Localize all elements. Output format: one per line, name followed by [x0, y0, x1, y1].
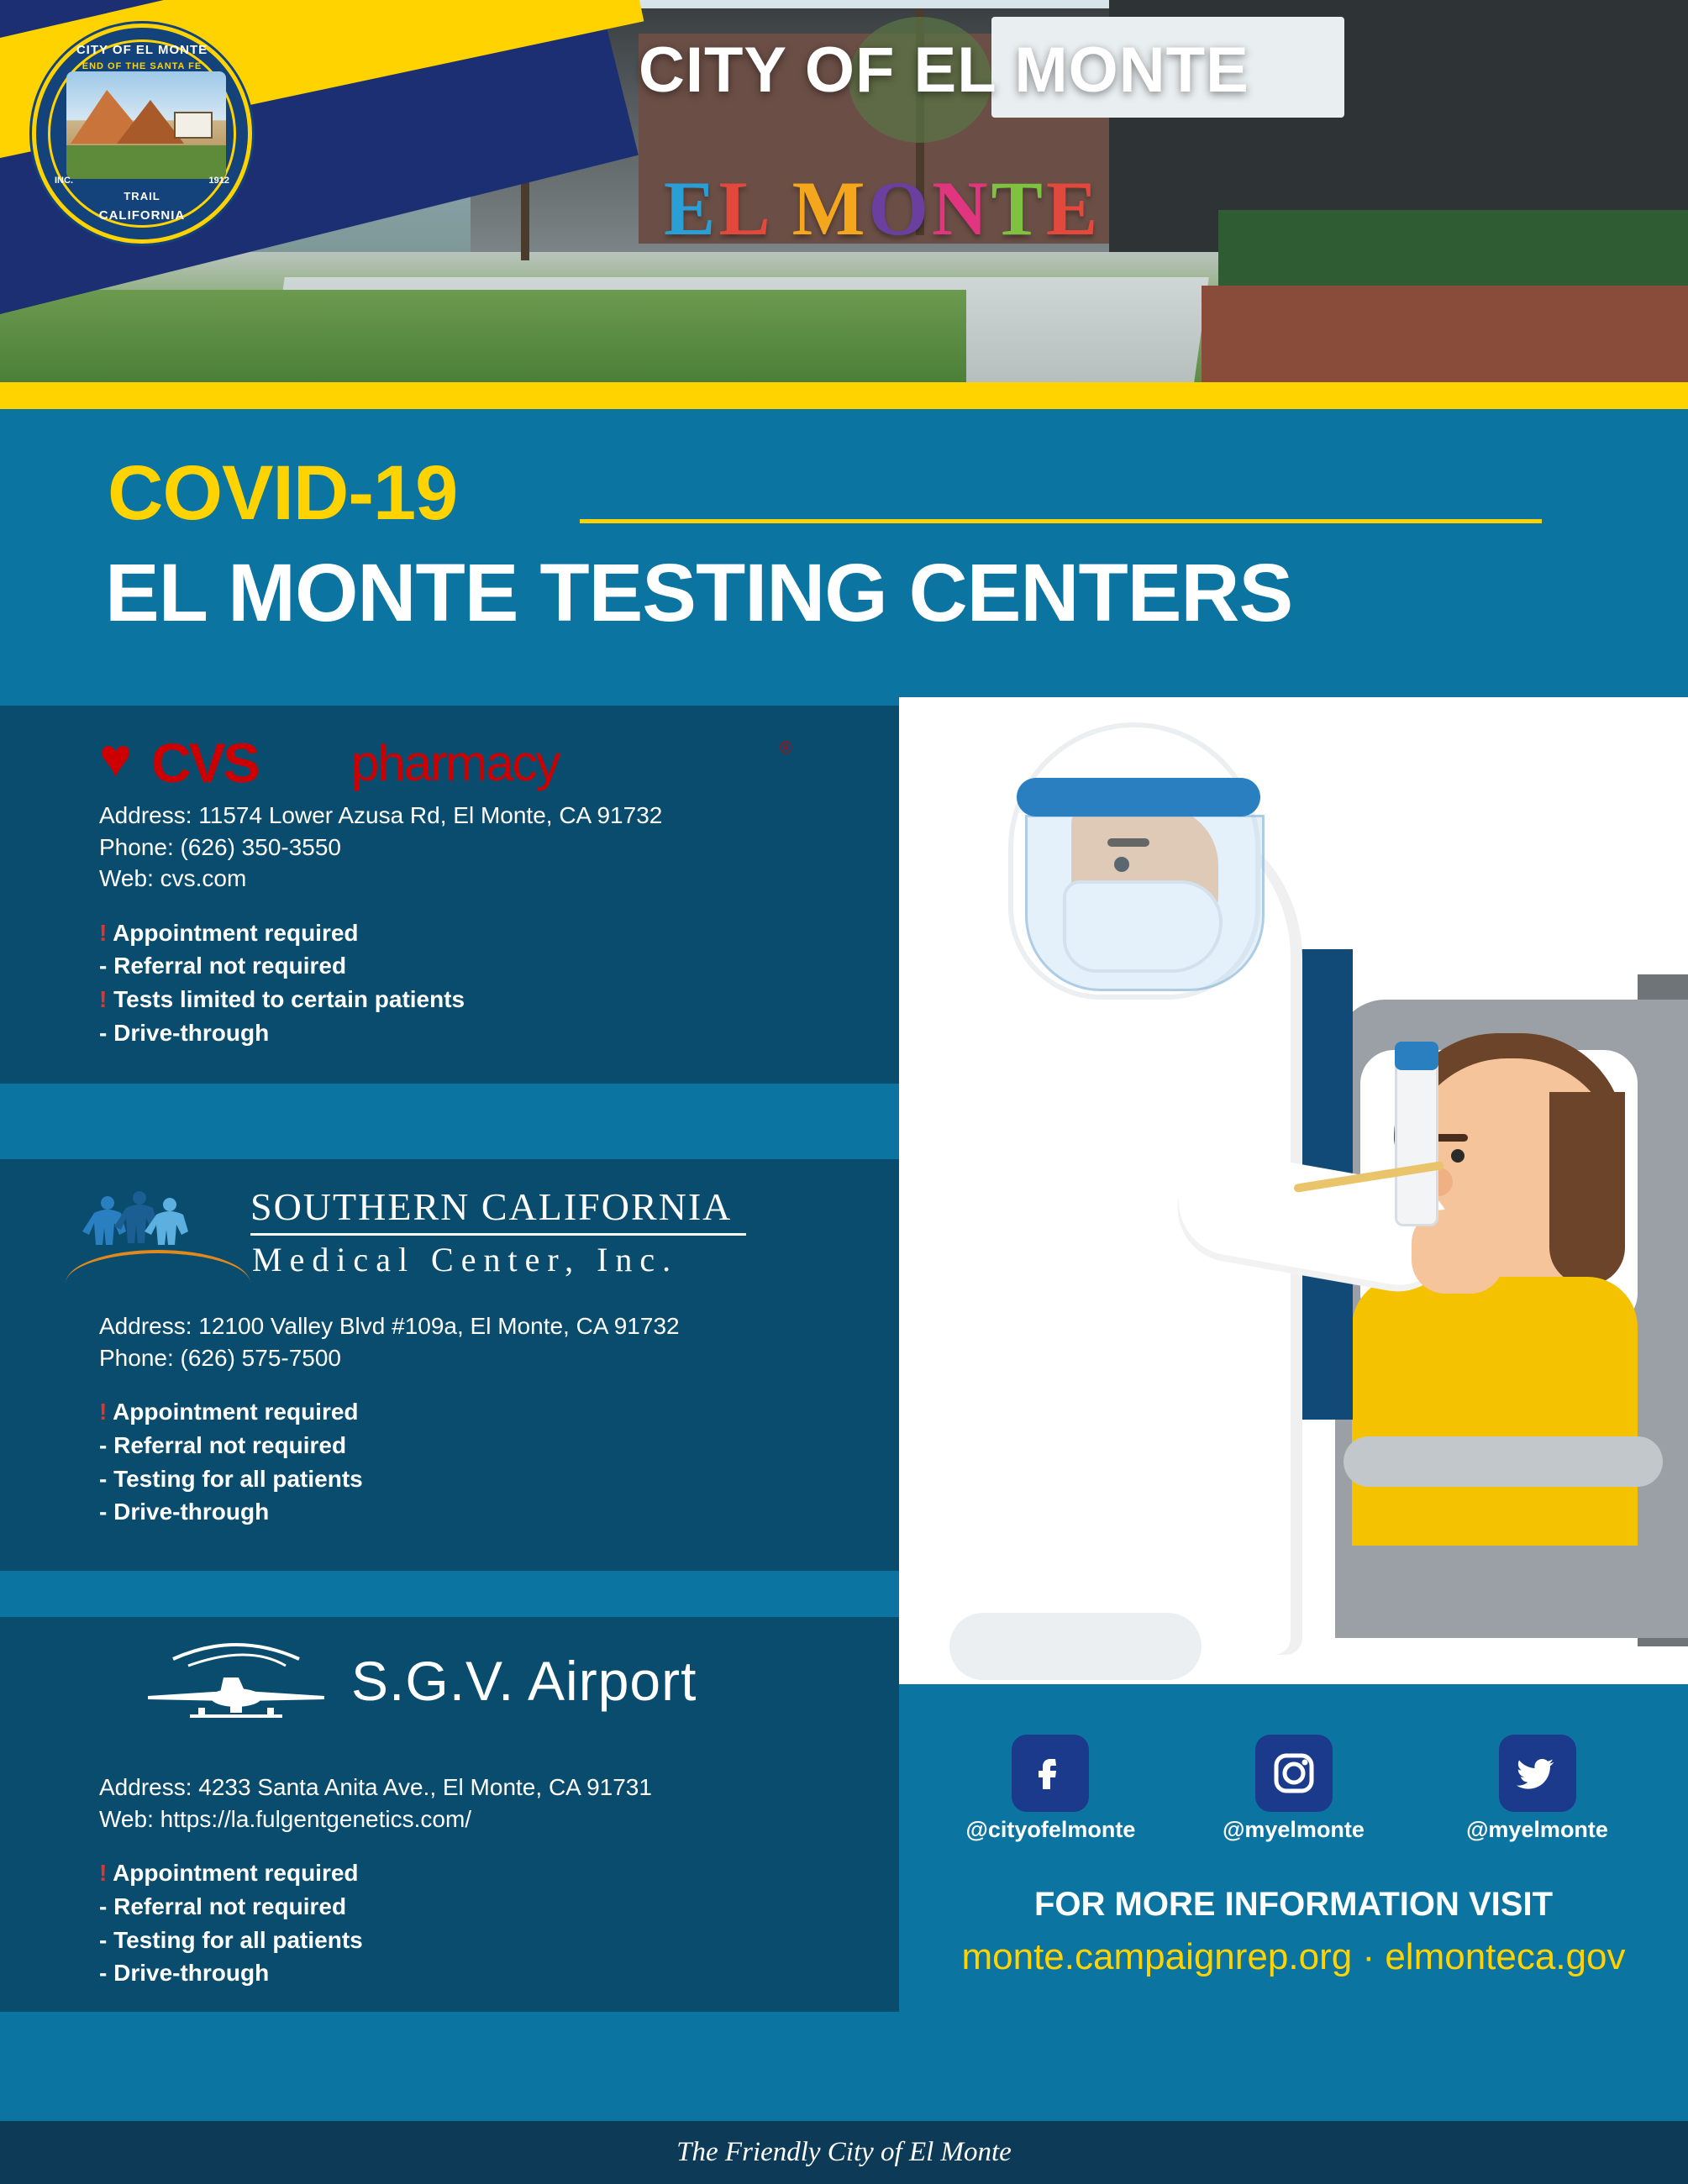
social-twitter[interactable] [1454, 1735, 1622, 1843]
face-shield-band [1017, 778, 1260, 816]
footer-bar [0, 2121, 1688, 2184]
alert-marker: ! [99, 1860, 108, 1887]
sculpture-letter-6: T [991, 165, 1046, 251]
header-photo [0, 0, 1688, 382]
seal-field [66, 145, 226, 179]
seal-bottom-text: CALIFORNIA [98, 208, 186, 223]
heart-icon: ♥ [99, 727, 133, 789]
list-item-label: Drive-through [113, 1960, 270, 1987]
car-door-line [1344, 1436, 1663, 1487]
dash-marker: - [99, 1960, 108, 1987]
list-item-label: Testing for all patients [113, 1926, 363, 1953]
scmc-bullets [99, 1395, 899, 1529]
scmc-phone: Phone: (626) 575-7500 [99, 1344, 341, 1371]
brick-wall [1202, 286, 1688, 382]
patient-eye [1451, 1149, 1465, 1163]
twitter-icon[interactable] [1499, 1735, 1576, 1812]
tagline: The Friendly City of El Monte [676, 2137, 1012, 2167]
list-item-label: Appointment required [113, 1399, 359, 1425]
cvs-wordmark: CVS [151, 732, 258, 794]
facebook-handle: @cityofelmonte [965, 1817, 1136, 1842]
seal-trail-text: TRAIL [124, 190, 160, 202]
worker-shoe [949, 1613, 1202, 1680]
sculpture-letter-1: L [718, 165, 770, 251]
list-item [99, 1429, 899, 1462]
scmc-name-line2: Medical Center, Inc. [252, 1241, 679, 1278]
list-item-label: Appointment required [113, 1860, 359, 1887]
cvs-logo [99, 727, 899, 794]
page-title-covid: COVID-19 [108, 450, 458, 536]
facebook-icon[interactable] [1012, 1735, 1089, 1812]
sgv-logo [99, 1637, 899, 1738]
alert-marker: ! [99, 1399, 108, 1425]
sgv-web: Web: https://la.fulgentgenetics.com/ [99, 1805, 472, 1832]
social-instagram[interactable] [1210, 1735, 1378, 1843]
list-item [99, 1956, 899, 1990]
list-item [99, 949, 899, 983]
dash-marker: - [99, 1893, 108, 1919]
social-row [899, 1735, 1688, 1843]
sample-tube-cap [1395, 1042, 1438, 1070]
list-item-label: Testing for all patients [113, 1465, 363, 1492]
dash-marker: - [99, 1465, 108, 1492]
testing-illustration [899, 697, 1688, 1684]
scmc-logo [99, 1179, 899, 1280]
title-rule [580, 519, 1542, 523]
dash-marker: - [99, 1019, 108, 1046]
list-item-label: Drive-through [113, 1499, 270, 1525]
center-card-scmc [0, 1159, 899, 1571]
scmc-rule [250, 1233, 746, 1236]
list-item-label: Referral not required [113, 1893, 347, 1919]
sculpture-letter-5: N [932, 165, 991, 251]
sculpture-letter-4: O [868, 165, 933, 251]
footer-links [899, 1936, 1688, 1978]
link-campaignrep[interactable]: monte.campaignrep.org [961, 1936, 1353, 1977]
seal-left-text: INC. [55, 176, 73, 186]
list-item [99, 1924, 899, 1957]
sculpture-letter-3: M [791, 165, 869, 251]
more-info-label: FOR MORE INFORMATION VISIT [1033, 1886, 1553, 1923]
cvs-phone: Phone: (626) 350-3550 [99, 833, 341, 860]
social-panel [899, 1684, 1688, 2121]
list-item [99, 1856, 899, 1890]
social-facebook[interactable] [966, 1735, 1134, 1843]
dash-marker: - [99, 953, 108, 979]
list-item-label: Appointment required [113, 919, 359, 946]
dash-marker: - [99, 1499, 108, 1525]
seal-top-text: CITY OF EL MONTE [76, 43, 208, 57]
scmc-address: Address: 12100 Valley Blvd #109a, El Monte, CA 91732 [99, 1313, 680, 1339]
dash-marker: - [99, 1926, 108, 1953]
cvs-web: Web: cvs.com [99, 865, 247, 892]
cvs-pharmacy-word: pharmacy [351, 735, 560, 791]
registered-mark: ® [780, 739, 792, 758]
seal-house-icon [174, 112, 213, 139]
patient-shirt [1352, 1277, 1638, 1546]
instagram-icon[interactable] [1255, 1735, 1333, 1812]
list-item [99, 1016, 899, 1050]
scmc-name-line1: SOUTHERN CALIFORNIA [250, 1185, 733, 1228]
list-item-label: Drive-through [113, 1019, 270, 1046]
instagram-handle: @myelmonte [1223, 1817, 1365, 1842]
list-item [99, 983, 899, 1016]
list-item [99, 1495, 899, 1529]
link-separator: · [1362, 1936, 1375, 1977]
sculpture-letter-7: E [1045, 165, 1102, 251]
sgv-address: Address: 4233 Santa Anita Ave., El Monte, CA 91731 [99, 1774, 652, 1800]
seal-sub-text: END OF THE SANTA FE [82, 61, 202, 71]
sample-tube [1395, 1058, 1438, 1226]
list-item [99, 1395, 899, 1429]
list-item [99, 1462, 899, 1496]
sgv-name: S.G.V. Airport [351, 1650, 697, 1712]
people-icon [76, 1191, 202, 1250]
patient-hair-back [1549, 1092, 1625, 1285]
list-item-label: Tests limited to certain patients [113, 986, 465, 1013]
twitter-handle: @myelmonte [1466, 1817, 1608, 1842]
seal-emblem [66, 71, 226, 179]
city-title: CITY OF EL MONTE [639, 34, 1249, 106]
arc-accent [66, 1250, 250, 1284]
city-seal [32, 24, 252, 244]
sculpture-letter-2 [770, 165, 792, 251]
cvs-bullets [99, 916, 899, 1050]
list-item [99, 1890, 899, 1924]
face-shield [1025, 815, 1265, 991]
cvs-address: Address: 11574 Lower Azusa Rd, El Monte, CA 91732 [99, 802, 663, 828]
list-item-label: Referral not required [113, 953, 347, 979]
seal-right-text: 1912 [208, 176, 229, 186]
el-monte-sculpture [664, 164, 1101, 253]
sculpture-letter-0: E [664, 165, 719, 251]
list-item [99, 916, 899, 950]
alert-marker: ! [99, 986, 108, 1013]
dash-marker: - [99, 1431, 108, 1458]
center-card-sgv [0, 1617, 899, 2012]
lawn [0, 290, 966, 382]
page-title-centers: EL MONTE TESTING CENTERS [105, 547, 1293, 638]
alert-marker: ! [99, 919, 108, 946]
link-elmonteca[interactable]: elmonteca.gov [1385, 1936, 1626, 1977]
center-card-cvs [0, 706, 899, 1084]
yellow-divider [0, 382, 1688, 409]
list-item-label: Referral not required [113, 1431, 347, 1458]
sgv-bullets [99, 1856, 899, 1990]
airplane-icon [139, 1637, 333, 1730]
